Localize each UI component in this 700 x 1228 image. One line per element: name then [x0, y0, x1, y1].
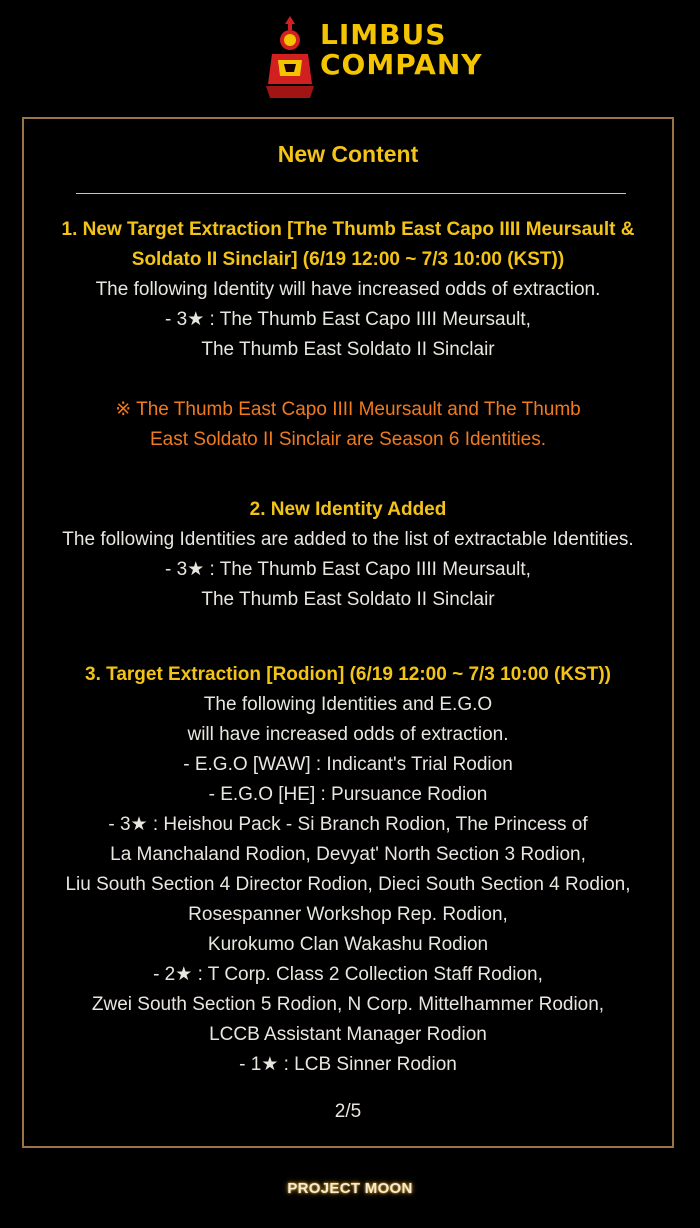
logo-line-2: COMPANY	[320, 48, 483, 81]
section-2-line-1: The following Identities are added to the list of extractable Identities.	[62, 529, 634, 550]
section-1-line-3: The Thumb East Soldato II Sinclair	[201, 339, 495, 360]
season-note	[24, 395, 672, 455]
clock-tower-emblem-icon	[262, 14, 318, 100]
section-2	[24, 495, 672, 615]
section-3-heading: 3. Target Extraction [Rodion] (6/19 12:00 ~ 7/3 10:00 (KST))	[85, 664, 611, 685]
section-2-line-2: - 3★ : The Thumb East Capo IIII Meursault,	[165, 559, 531, 580]
section-3-line: Liu South Section 4 Director Rodion, Dieci South Section 4 Rodion,	[65, 874, 631, 895]
page-indicator: 2/5	[334, 1101, 362, 1122]
section-2-heading: 2. New Identity Added	[249, 499, 447, 520]
section-3-line: - 1★ : LCB Sinner Rodion	[239, 1054, 457, 1075]
content-panel	[22, 117, 674, 1148]
section-3-line: The following Identities and E.G.O	[203, 694, 493, 715]
project-moon-logo: PROJECT MOON	[287, 1180, 413, 1197]
section-3-line: La Manchaland Rodion, Devyat' North Section 3 Rodion,	[110, 844, 586, 865]
section-3-line: Rosespanner Workshop Rep. Rodion,	[188, 904, 508, 925]
section-3-line: - E.G.O [WAW] : Indicant's Trial Rodion	[183, 754, 513, 775]
panel-title: New Content	[277, 141, 419, 167]
section-1-line-1: The following Identity will have increased odds of extraction.	[95, 279, 601, 300]
section-1	[24, 215, 672, 365]
section-1-heading-line-1: 1. New Target Extraction [The Thumb East Capo IIII Meursault &	[61, 219, 635, 240]
section-1-heading-line-2: Soldato II Sinclair] (6/19 12:00 ~ 7/3 10:00 (KST))	[131, 249, 565, 270]
season-note-line-2: East Soldato II Sinclair are Season 6 Identities.	[149, 429, 547, 450]
section-3-line: LCCB Assistant Manager Rodion	[209, 1024, 487, 1045]
section-3-line: - 3★ : Heishou Pack - Si Branch Rodion, The Princess of	[108, 814, 588, 835]
limbus-company-logo	[262, 14, 483, 100]
section-2-line-3: The Thumb East Soldato II Sinclair	[201, 589, 495, 610]
section-1-line-2: - 3★ : The Thumb East Capo IIII Meursault,	[165, 309, 531, 330]
section-3	[24, 660, 672, 1080]
title-divider	[76, 193, 626, 194]
logo-line-1: LIMBUS	[320, 18, 447, 51]
season-note-line-1: ※ The Thumb East Capo IIII Meursault and The Thumb	[115, 399, 581, 420]
section-3-line: - E.G.O [HE] : Pursuance Rodion	[208, 784, 488, 805]
section-3-line: Kurokumo Clan Wakashu Rodion	[207, 934, 489, 955]
logo-wordmark	[320, 20, 483, 80]
section-3-line: will have increased odds of extraction.	[187, 724, 509, 745]
section-3-line: Zwei South Section 5 Rodion, N Corp. Mittelhammer Rodion,	[91, 994, 605, 1015]
section-3-line: - 2★ : T Corp. Class 2 Collection Staff Rodion,	[153, 964, 543, 985]
